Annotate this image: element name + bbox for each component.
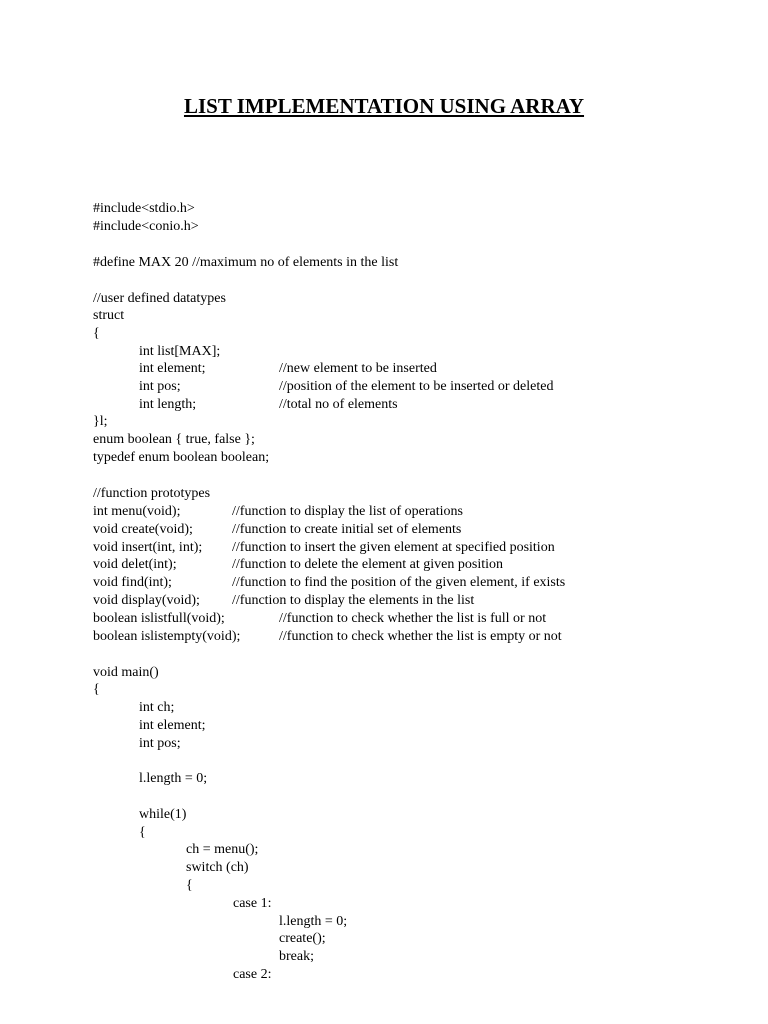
struct-member-comment: //new element to be inserted: [279, 361, 437, 376]
prototypes-comment: //function prototypes: [93, 486, 211, 501]
case-label: case 1:: [233, 896, 272, 911]
prototype-comment: //function to check whether the list is empty or not: [279, 629, 562, 644]
prototype-comment: //function to insert the given element at specified position: [232, 540, 555, 555]
while-loop: while(1): [139, 807, 187, 822]
define-line: #define MAX 20 //maximum no of elements in the list: [93, 255, 399, 270]
prototype-comment: //function to check whether the list is full or not: [279, 611, 547, 626]
switch-line: switch (ch): [186, 860, 249, 875]
struct-member-decl: int element;: [139, 361, 206, 376]
struct-comment: //user defined datatypes: [93, 291, 226, 306]
struct-member-comment: //total no of elements: [279, 397, 398, 412]
typedef-line: typedef enum boolean boolean;: [93, 450, 270, 465]
struct-keyword: struct: [93, 308, 125, 323]
menu-call: ch = menu();: [186, 842, 259, 857]
enum-line: enum boolean { true, false };: [93, 432, 255, 447]
prototype-comment: //function to delete the element at given position: [232, 557, 503, 572]
struct-close-brace: }l;: [93, 414, 108, 429]
prototype-decl: void insert(int, int);: [93, 540, 203, 555]
prototype-decl: void find(int);: [93, 575, 172, 590]
main-local-decl: int ch;: [139, 700, 175, 715]
prototype-comment: //function to find the position of the given element, if exists: [232, 575, 566, 590]
prototype-decl: boolean islistfull(void);: [93, 611, 225, 626]
page-title: LIST IMPLEMENTATION USING ARRAY: [183, 94, 585, 118]
prototype-decl: void delet(int);: [93, 557, 177, 572]
include-stdio: #include<stdio.h>: [93, 201, 195, 216]
prototype-decl: int menu(void);: [93, 504, 181, 519]
main-open-brace: {: [93, 682, 100, 697]
case-body-line: break;: [279, 949, 314, 964]
include-conio: #include<conio.h>: [93, 219, 199, 234]
struct-member-decl: int length;: [139, 397, 197, 412]
prototype-comment: //function to display the list of operations: [232, 504, 463, 519]
struct-member-decl: int list[MAX];: [139, 344, 221, 359]
switch-open-brace: {: [186, 878, 193, 893]
struct-member-comment: //position of the element to be inserted or deleted: [279, 379, 554, 394]
case-body-line: l.length = 0;: [279, 914, 348, 929]
prototype-comment: //function to display the elements in the list: [232, 593, 475, 608]
main-local-decl: int element;: [139, 718, 206, 733]
main-init: l.length = 0;: [139, 771, 208, 786]
struct-open-brace: {: [93, 326, 100, 341]
struct-member-decl: int pos;: [139, 379, 181, 394]
prototype-decl: void create(void);: [93, 522, 193, 537]
case-body-line: create();: [279, 931, 326, 946]
prototype-decl: boolean islistempty(void);: [93, 629, 241, 644]
main-local-decl: int pos;: [139, 736, 181, 751]
prototype-comment: //function to create initial set of elements: [232, 522, 462, 537]
prototype-decl: void display(void);: [93, 593, 200, 608]
case-label: case 2:: [233, 967, 272, 982]
main-signature: void main(): [93, 665, 159, 680]
loop-open-brace: {: [139, 825, 146, 840]
